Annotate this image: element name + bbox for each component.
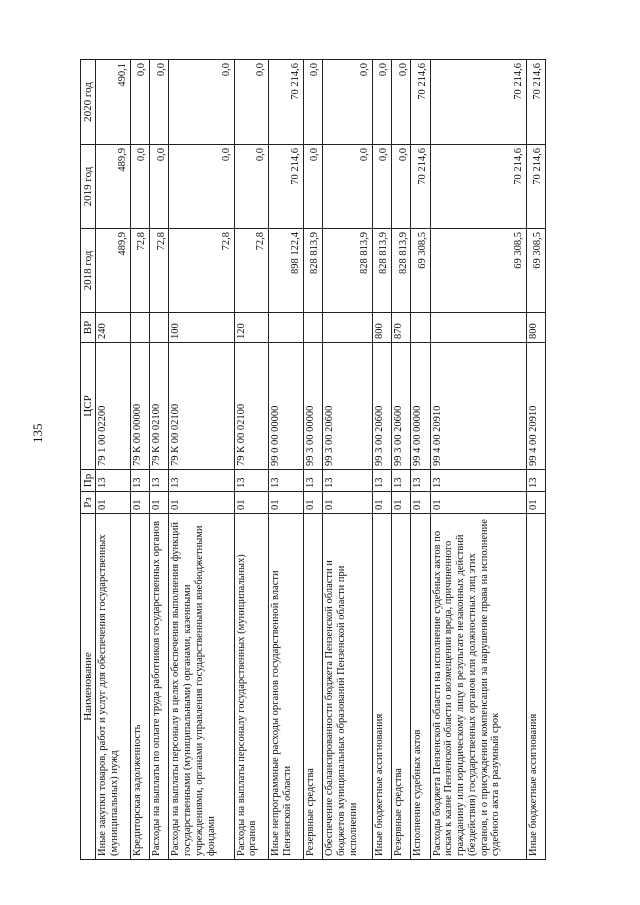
cell-2020: 0,0 (150, 60, 169, 145)
cell-name: Иные бюджетные ассигнования (372, 514, 391, 860)
cell-csr: 79 К 00 00000 (130, 343, 149, 470)
cell-vr: 120 (234, 313, 269, 343)
page-number: 135 (30, 423, 45, 443)
cell-2020: 70 214,6 (430, 60, 526, 145)
cell-2018: 828 813,9 (303, 229, 322, 313)
cell-csr: 99 4 00 00000 (411, 343, 430, 470)
table-body (96, 60, 546, 860)
cell-2018: 898 122,4 (269, 229, 304, 313)
cell-csr: 79 1 00 02200 (96, 343, 131, 470)
cell-rz: 01 (269, 492, 304, 514)
cell-2019: 0,0 (323, 145, 373, 229)
cell-vr: 240 (96, 313, 131, 343)
cell-pr: 13 (372, 470, 391, 492)
table-row (430, 60, 526, 860)
cell-csr: 99 3 00 00000 (303, 343, 322, 470)
cell-2018: 72,8 (169, 229, 234, 313)
cell-vr (430, 313, 526, 343)
cell-name: Обеспечение сбалансированности бюджета Пензенской области и бюджетов муниципальных образований Пензенской области при исполнении (323, 514, 373, 860)
cell-vr: 870 (392, 313, 411, 343)
cell-pr: 13 (411, 470, 430, 492)
cell-vr: 100 (169, 313, 234, 343)
cell-name: Иные бюджетные ассигнования (526, 514, 545, 860)
cell-pr: 13 (303, 470, 322, 492)
table-row (323, 60, 373, 860)
cell-rz: 01 (303, 492, 322, 514)
header-2019: 2019 год (81, 145, 96, 229)
cell-vr: 800 (372, 313, 391, 343)
cell-pr: 13 (430, 470, 526, 492)
table-row (372, 60, 391, 860)
cell-2020: 0,0 (234, 60, 269, 145)
cell-rz: 01 (526, 492, 545, 514)
cell-csr: 99 3 00 20600 (323, 343, 373, 470)
cell-name: Расходы на выплаты персоналу в целях обеспечения выполнения функций государственными (муниципальными) органами, казенными учреждениями, органами управления государственными внебюджетными фондами (169, 514, 234, 860)
budget-table (80, 59, 546, 860)
table-row (169, 60, 234, 860)
cell-pr: 13 (130, 470, 149, 492)
cell-2019: 0,0 (234, 145, 269, 229)
table-row (130, 60, 149, 860)
header-name: Наименование (81, 514, 96, 860)
cell-2018: 72,8 (130, 229, 149, 313)
cell-csr: 79 К 00 02100 (234, 343, 269, 470)
cell-2020: 0,0 (392, 60, 411, 145)
cell-2018: 828 813,9 (372, 229, 391, 313)
cell-2019: 0,0 (150, 145, 169, 229)
cell-pr: 13 (526, 470, 545, 492)
cell-name: Расходы бюджета Пензенской области на исполнение судебных актов по искам к казне Пензенской области о возмещении вреда, причиненного гражданину или юридическому лицу в результате незаконных действий (бездействия) государственных органов или должностных лиц этих органов, и о присуждении компенсации за нарушение права на исполнение судебного акта в разумный срок (430, 514, 526, 860)
cell-csr: 79 К 00 02100 (169, 343, 234, 470)
cell-2020: 0,0 (130, 60, 149, 145)
cell-name: Иные закупки товаров, работ и услуг для обеспечения государственных (муниципальных) нужд (96, 514, 131, 860)
header-2020: 2020 год (81, 60, 96, 145)
cell-2020: 0,0 (323, 60, 373, 145)
cell-2020: 0,0 (303, 60, 322, 145)
cell-csr: 99 4 00 20910 (430, 343, 526, 470)
cell-2019: 70 214,6 (430, 145, 526, 229)
cell-csr: 99 4 00 20910 (526, 343, 545, 470)
cell-2019: 0,0 (392, 145, 411, 229)
cell-vr (150, 313, 169, 343)
cell-pr: 13 (392, 470, 411, 492)
cell-2018: 828 813,9 (323, 229, 373, 313)
cell-2019: 0,0 (372, 145, 391, 229)
cell-rz: 01 (234, 492, 269, 514)
cell-pr: 13 (169, 470, 234, 492)
header-vr: ВР (81, 313, 96, 343)
table-row (526, 60, 545, 860)
cell-2018: 69 308,5 (526, 229, 545, 313)
cell-2020: 0,0 (169, 60, 234, 145)
cell-2018: 72,8 (234, 229, 269, 313)
cell-pr: 13 (234, 470, 269, 492)
table-row (150, 60, 169, 860)
cell-2019: 70 214,6 (269, 145, 304, 229)
table-row (392, 60, 411, 860)
cell-name: Кредиторская задолженность (130, 514, 149, 860)
cell-vr (130, 313, 149, 343)
table-row (303, 60, 322, 860)
cell-2020: 70 214,6 (526, 60, 545, 145)
cell-rz: 01 (430, 492, 526, 514)
cell-vr: 800 (526, 313, 545, 343)
cell-rz: 01 (169, 492, 234, 514)
table-row (411, 60, 430, 860)
cell-vr (303, 313, 322, 343)
header-pr: Пр (81, 470, 96, 492)
cell-rz: 01 (150, 492, 169, 514)
cell-2018: 69 308,5 (411, 229, 430, 313)
cell-2019: 0,0 (303, 145, 322, 229)
cell-2019: 70 214,6 (526, 145, 545, 229)
cell-2020: 70 214,6 (269, 60, 304, 145)
cell-2019: 70 214,6 (411, 145, 430, 229)
cell-pr: 13 (150, 470, 169, 492)
cell-pr: 13 (269, 470, 304, 492)
cell-rz: 01 (392, 492, 411, 514)
table-row (269, 60, 304, 860)
header-2018: 2018 год (81, 229, 96, 313)
header-csr: ЦСР (81, 343, 96, 470)
cell-name: Иные непрограммные расходы органов государственной власти Пензенской области (269, 514, 304, 860)
cell-csr: 99 3 00 20600 (372, 343, 391, 470)
cell-2018: 72,8 (150, 229, 169, 313)
cell-name: Резервные средства (392, 514, 411, 860)
cell-pr: 13 (323, 470, 373, 492)
header-rz: Рз (81, 492, 96, 514)
cell-rz: 01 (130, 492, 149, 514)
cell-rz: 01 (372, 492, 391, 514)
cell-2020: 70 214,6 (411, 60, 430, 145)
cell-vr (269, 313, 304, 343)
cell-name: Расходы на выплаты по оплате труда работников государственных органов (150, 514, 169, 860)
cell-csr: 79 К 00 02100 (150, 343, 169, 470)
cell-rz: 01 (411, 492, 430, 514)
table-header-row (81, 60, 96, 860)
cell-vr (411, 313, 430, 343)
cell-2018: 69 308,5 (430, 229, 526, 313)
cell-2018: 489,9 (96, 229, 131, 313)
rotated-table-container (80, 60, 546, 860)
table-row (234, 60, 269, 860)
cell-pr: 13 (96, 470, 131, 492)
cell-2019: 0,0 (169, 145, 234, 229)
cell-2020: 490,1 (96, 60, 131, 145)
cell-rz: 01 (323, 492, 373, 514)
cell-csr: 99 0 00 00000 (269, 343, 304, 470)
cell-2019: 489,9 (96, 145, 131, 229)
cell-rz: 01 (96, 492, 131, 514)
table-row (96, 60, 131, 860)
cell-csr: 99 3 00 20600 (392, 343, 411, 470)
cell-name: Резервные средства (303, 514, 322, 860)
cell-name: Расходы на выплаты персоналу государственных (муниципальных) органов (234, 514, 269, 860)
cell-2020: 0,0 (372, 60, 391, 145)
cell-2018: 828 813,9 (392, 229, 411, 313)
cell-name: Исполнение судебных актов (411, 514, 430, 860)
cell-2019: 0,0 (130, 145, 149, 229)
cell-vr (323, 313, 373, 343)
